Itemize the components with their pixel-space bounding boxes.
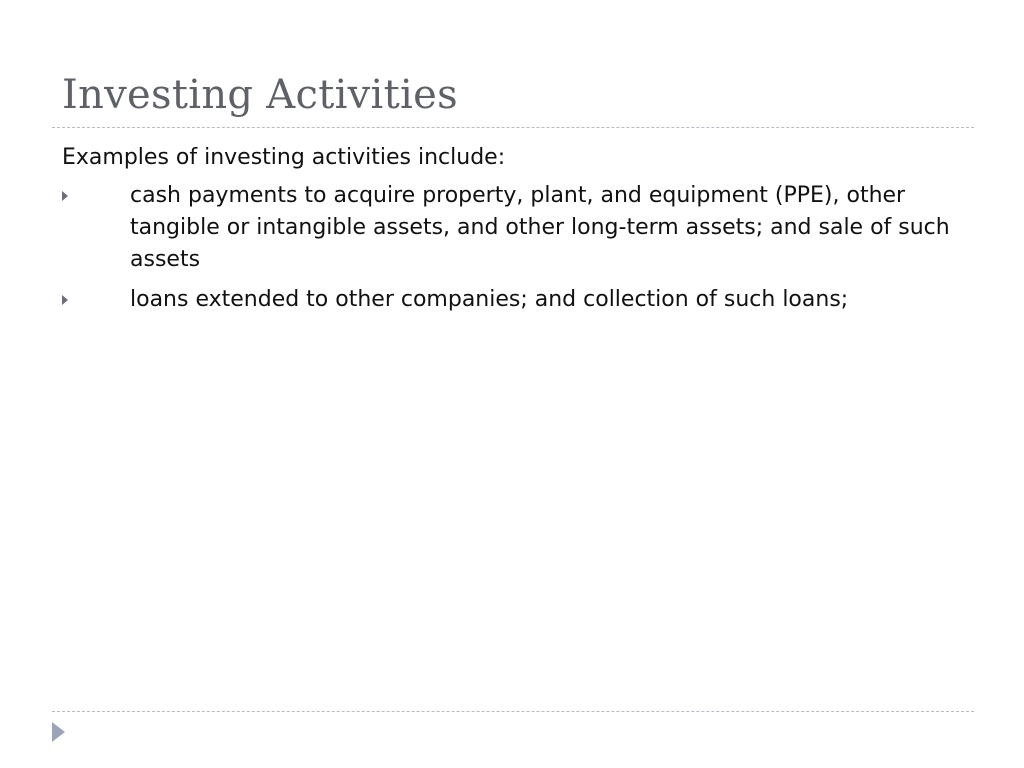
- bullet-item: [62, 180, 962, 276]
- bullet-text: loans extended to other companies; and collection of such loans;: [130, 287, 849, 312]
- triangle-bullet-icon: [62, 191, 68, 201]
- title-divider: [52, 127, 974, 128]
- play-arrow-icon: [52, 722, 65, 742]
- intro-text: Examples of investing activities include:: [62, 145, 506, 170]
- bullet-list: [62, 180, 962, 316]
- slide-body: [62, 142, 962, 324]
- triangle-bullet-icon: [62, 295, 68, 305]
- bullet-text: cash payments to acquire property, plant, and equipment (PPE), other tangible or intangible assets, and other long-term assets; and sale of such assets: [130, 183, 950, 272]
- footer-divider: [52, 711, 974, 712]
- bullet-item: [62, 284, 962, 316]
- slide-title: Investing Activities: [62, 72, 458, 118]
